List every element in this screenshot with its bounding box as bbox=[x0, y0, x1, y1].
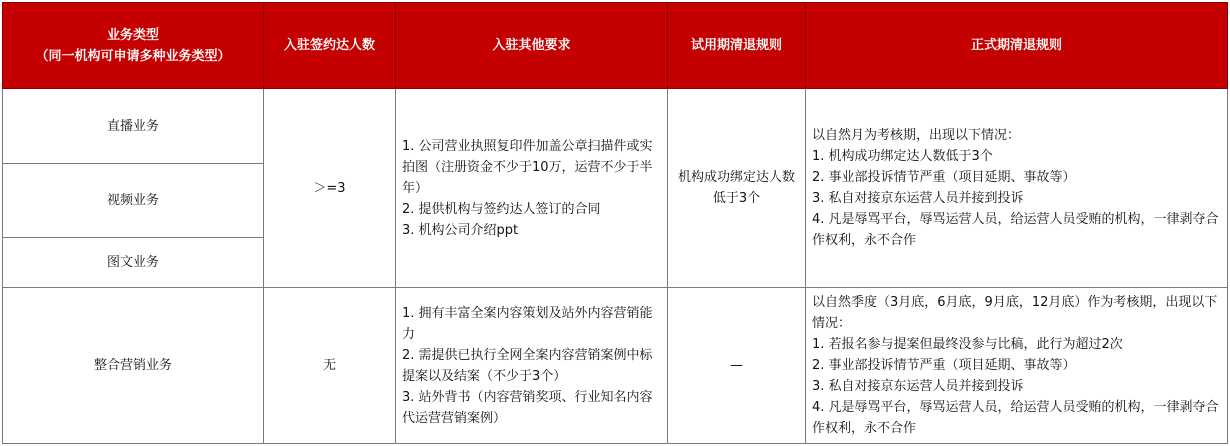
formal-rule-item: 以自然月为考核期，出现以下情况： bbox=[812, 128, 1021, 143]
requirement-item: 1. 拥有丰富全案内容策划及站外内容营销能力 bbox=[402, 305, 653, 342]
requirement-item: 1. 公司营业执照复印件加盖公章扫描件或实拍图（注册资金不少于10万，运营不少于半年） bbox=[402, 138, 653, 196]
formal-rules-cell bbox=[806, 89, 1228, 288]
requirement-item: 3. 站外背书（内容营销奖项、行业知名内容代运营营销案例） bbox=[402, 389, 653, 426]
header-formal-rules: 正式期清退规则 bbox=[806, 3, 1228, 89]
formal-rule-item: 2. 事业部投诉情节严重（项目延期、事故等） bbox=[812, 170, 1076, 185]
trial-rule-cell: 机构成功绑定达人数低于3个 bbox=[668, 89, 806, 288]
table-row bbox=[3, 288, 1228, 444]
business-type-video: 视频业务 bbox=[3, 164, 264, 238]
header-row bbox=[3, 3, 1228, 89]
business-type-integrated-marketing: 整合营销业务 bbox=[3, 288, 264, 444]
header-trial-rules: 试用期清退规则 bbox=[668, 3, 806, 89]
table-row bbox=[3, 89, 1228, 164]
header-business-type-note: （同一机构可申请多种业务类型） bbox=[35, 48, 231, 64]
requirements-cell bbox=[396, 89, 668, 288]
trial-rule-cell: — bbox=[668, 288, 806, 444]
formal-rules-cell bbox=[806, 288, 1228, 444]
formal-rule-item: 以自然季度（3月底，6月底，9月底，12月底）作为考核期，出现以下情况： bbox=[812, 295, 1218, 331]
signed-count-cell: ＞=3 bbox=[264, 89, 396, 288]
formal-rule-item: 3. 私自对接京东运营人员并接到投诉 bbox=[812, 379, 1024, 394]
signed-count-cell: 无 bbox=[264, 288, 396, 444]
header-business-type bbox=[3, 3, 264, 89]
business-type-live: 直播业务 bbox=[3, 89, 264, 164]
business-type-graphic: 图文业务 bbox=[3, 238, 264, 288]
formal-rule-item: 1. 若报名参与提案但最终没参与比稿，此行为超过2次 bbox=[812, 337, 1123, 352]
requirement-item: 2. 需提供已执行全网全案内容营销案例中标提案以及结案（不少于3个） bbox=[402, 347, 653, 384]
formal-rule-item: 4. 凡是辱骂平台，辱骂运营人员，给运营人员受贿的机构，一律剥夺合作权利，永不合作 bbox=[812, 400, 1219, 436]
requirements-cell bbox=[396, 288, 668, 444]
header-other-requirements: 入驻其他要求 bbox=[396, 3, 668, 89]
requirement-item: 2. 提供机构与签约达人签订的合同 bbox=[402, 201, 601, 217]
requirement-item: 3. 机构公司介绍ppt bbox=[402, 222, 519, 238]
formal-rule-item: 3. 私自对接京东运营人员并接到投诉 bbox=[812, 191, 1024, 206]
header-signed-count: 入驻签约达人数 bbox=[264, 3, 396, 89]
formal-rule-item: 1. 机构成功绑定达人数低于3个 bbox=[812, 149, 993, 164]
formal-rule-item: 2. 事业部投诉情节严重（项目延期、事故等） bbox=[812, 358, 1076, 373]
header-business-type-title: 业务类型 bbox=[106, 27, 159, 43]
rules-table bbox=[2, 2, 1228, 444]
formal-rule-item: 4. 凡是辱骂平台，辱骂运营人员，给运营人员受贿的机构，一律剥夺合作权利，永不合作 bbox=[812, 212, 1219, 248]
